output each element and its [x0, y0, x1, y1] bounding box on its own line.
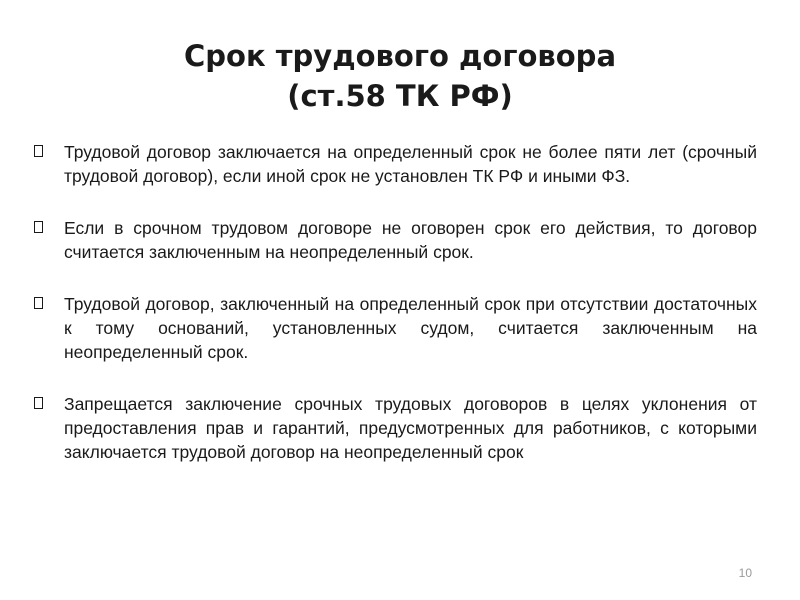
square-bullet-icon	[33, 140, 49, 164]
square-bullet-icon	[33, 392, 49, 416]
bullet-text: Трудовой договор, заключенный на определенный срок при отсутствии достаточных к тому оснований, установленных судом, считается заключенным на неопределенный срок.	[64, 294, 757, 362]
bullet-item	[33, 216, 757, 264]
slide-title-line-1: Срок трудового договора	[183, 39, 617, 73]
bullet-list	[33, 140, 757, 492]
square-bullet-icon	[33, 292, 49, 316]
bullet-item	[33, 292, 757, 364]
bullet-item	[33, 140, 757, 188]
slide-title-line-2: (ст.58 ТК РФ)	[287, 79, 513, 113]
slide-title	[0, 36, 800, 116]
bullet-text: Запрещается заключение срочных трудовых договоров в целях уклонения от предоставления прав и гарантий, предусмотренных для работников, с которыми заключается трудовой договор на неопределенный срок	[64, 394, 757, 462]
bullet-text: Трудовой договор заключается на определенный срок не более пяти лет (срочный трудовой договор), если иной срок не установлен ТК РФ и иными ФЗ.	[64, 142, 757, 186]
square-bullet-icon	[33, 216, 49, 240]
bullet-text: Если в срочном трудовом договоре не оговорен срок его действия, то договор считается заключенным на неопределенный срок.	[64, 218, 757, 262]
bullet-item	[33, 392, 757, 464]
page-number: 10	[738, 566, 752, 580]
